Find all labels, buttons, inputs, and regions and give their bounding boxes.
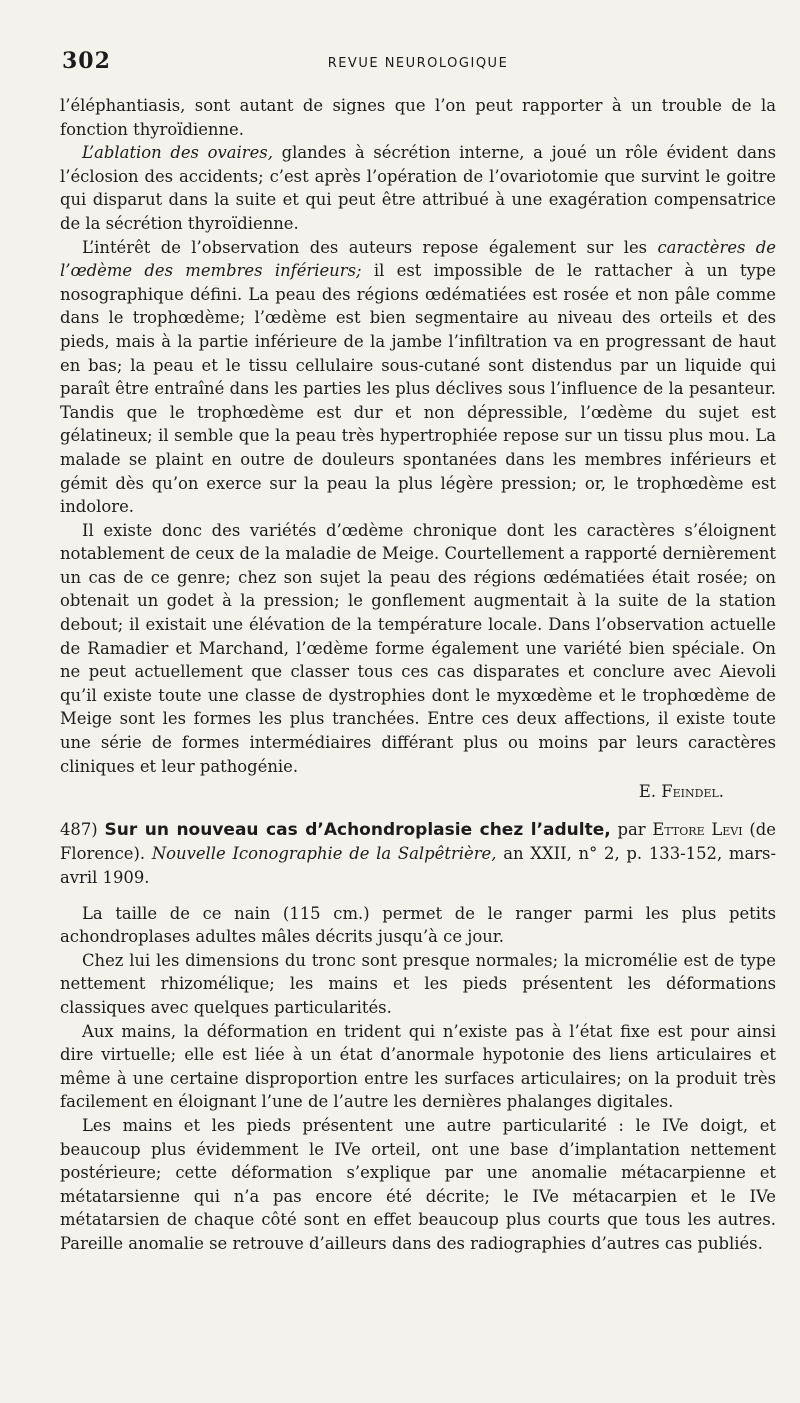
abstract-number: 487) [60, 819, 98, 839]
paragraph-oedema-start: L’intérêt de l’observation des auteurs repose également sur les [82, 237, 658, 257]
paragraph-ovaries [60, 141, 776, 235]
spacer [60, 890, 776, 902]
paragraph-ovaries-text: glandes à sécrétion interne, a joué un rôle évident dans l’éclosion des accidents; c’est après l’opération de l’ovariotomie que survint le goitre qui disparut dans la suite et qui peut être attribué à une exagération compensatrice de la sécrétion thyroïdienne. [60, 143, 776, 233]
paragraph-hands: Aux mains, la déformation en trident qui n’existe pas à l’état fixe est pour ainsi dire virtuelle; elle est liée à un état d’anormale hypotonie des liens articulaires et même à une certaine disproportion entre les surfaces articulaires; on la produit très facilement en éloignant l’une de l’autre les dernières phalanges digitales. [60, 1021, 776, 1112]
paragraph-height: La taille de ce nain (115 cm.) permet de le ranger parmi les plus petits achondroplases adultes mâles décrits jusqu’à ce jour. [60, 903, 776, 947]
abstract-author: Ettore Levi [652, 819, 743, 839]
signature: E. Feindel. [638, 782, 724, 802]
paragraph-fourth-digit: Les mains et les pieds présentent une autre particularité : le IVe doigt, et beaucoup plus évidemment le IVe orteil, ont une base d’implantation nettement postérieure; cette déformation s’explique par une anomalie métacarpienne et métatarsienne qui n’a pas encore été décrite; le IVe métacarpien et le IVe métatarsien de chaque côté sont en effet beaucoup plus courts que tous les autres. Pareille anomalie se retrouve d’ailleurs dans des radiographies d’autres cas publiés. [60, 1115, 776, 1253]
paragraph-varieties: Il existe donc des variétés d’œdème chronique dont les caractères s’éloignent notablement de ceux de la maladie de Meige. Courtellement a rapporté dernièrement un cas de ce genre; chez son sujet la peau des régions œdématiées était rosée; on obtenait un godet à la pression; le gonflement augmentait à la suite de la station debout; il existait une élévation de la température locale. Dans l’observation actuelle de Ramadier et Marchand, l’œdème forme également une variété bien spéciale. On ne peut actuellement que classer tous ces cas disparates et conclure avec Aievoli qu’il existe toute une classe de dystrophies dont le myxœdème et le trophœdème de Meige sont les formes les plus tranchées. Entre ces deux affections, il existe toute une série de formes intermédiaires différant plus ou moins par leurs caractères cliniques et leur pathogénie. [60, 520, 776, 776]
abstract-title: Sur un nouveau cas d’Achondroplasie chez l’adulte, [104, 819, 611, 840]
abstract-heading [60, 818, 776, 890]
page-number: 302 [62, 48, 111, 74]
page-header [60, 48, 776, 80]
abstract-body [60, 902, 776, 1256]
body-text [60, 94, 776, 778]
running-title: REVUE NEUROLOGIQUE [327, 56, 509, 71]
paragraph-oedema-rest: il est impossible de le rattacher à un type nosographique défini. La peau des régions œdématiées est rosée et non pâle comme dans le trophœdème; l’œdème est bien segmentaire au niveau des orteils et des pieds, mais à la partie inférieure de la jambe l’infiltration va en progressant de haut en bas; la peau et le tissu cellulaire sous-cutané sont distendus par un liquide qui paraît être entraîné dans les parties les plus déclives sous l’influence de la pesanteur. Tandis que le trophœdème est dur et non dépressible, l’œdème du sujet est gélatineux; il semble que la peau très hypertrophiée repose sur un tissu plus mou. La malade se plaint en outre de douleurs spontanées dans les membres inférieurs et gémit dès qu’on exerce sur la peau la plus légère pression; or, le trophœdème est indolore. [60, 261, 776, 517]
italic-lead-ovaries: L’ablation des ovaires, [82, 143, 273, 163]
paragraph-dimensions: Chez lui les dimensions du tronc sont presque normales; la micromélie est de type nettement rhizomélique; les mains et les pieds présentent les déformations classiques avec quelques particularités. [60, 950, 776, 1017]
paragraph-thyroid: l’éléphantiasis, sont autant de signes que l’on peut rapporter à un trouble de la fonction thyroïdienne. [60, 96, 776, 139]
abstract-journal: Nouvelle Iconographie de la Salpêtrière, [151, 844, 497, 864]
abstract-origin: (de Florence). [60, 819, 776, 864]
abstract-by: par [610, 819, 653, 839]
italic-oedema-members: caractères de l’œdème des membres inférieurs; [60, 237, 776, 281]
paragraph-oedema [60, 236, 776, 519]
abstract-citation: an XXII, n° 2, p. 133-152, mars-avril 1909. [60, 844, 776, 887]
